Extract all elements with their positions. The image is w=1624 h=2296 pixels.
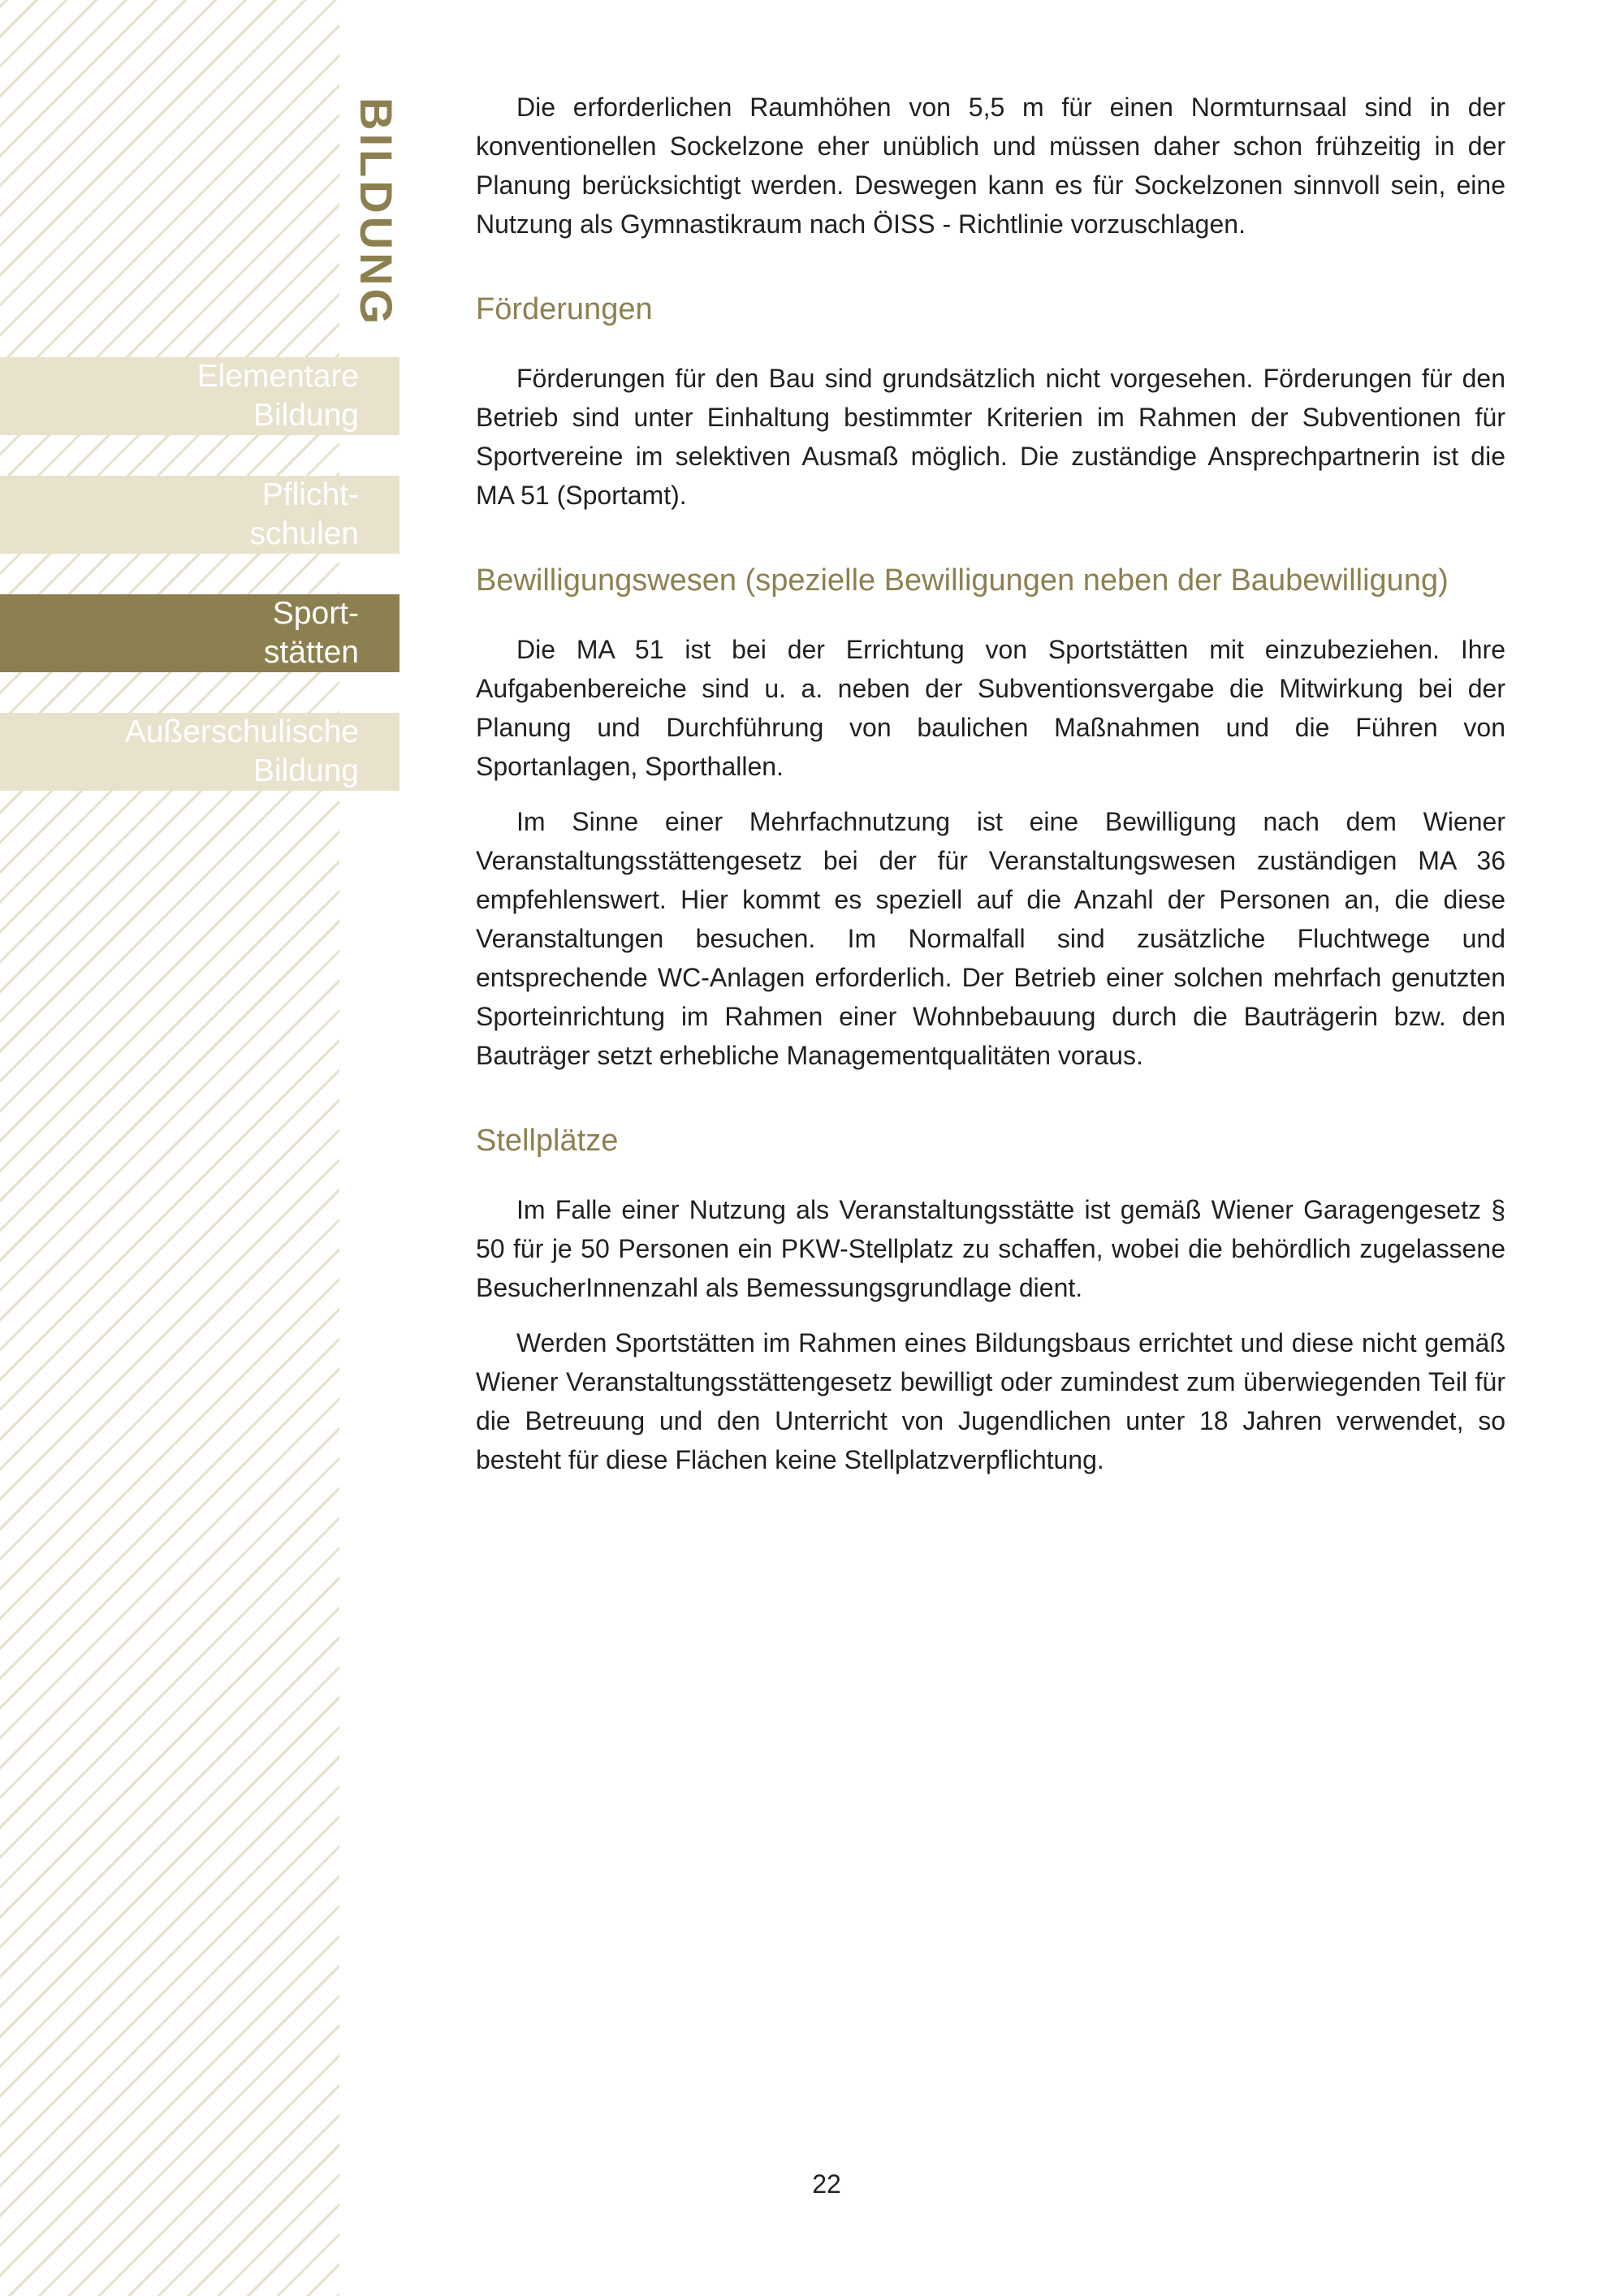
nav-item-pflichtschulen[interactable] [0, 476, 400, 554]
heading-stellplaetze: Stellplätze [476, 1124, 619, 1158]
nav-item-label: schulen [249, 516, 359, 551]
heading-foerderungen: Förderungen [476, 292, 653, 326]
paragraph-bewilligung-2: Im Sinne einer Mehrfachnutzung ist eine Bewilligung nach dem Wiener Veranstaltungsstättengesetz bei der für Veranstaltungswesen zuständigen MA 36 empfehlenswert. Hier kommt es speziell auf die Anzahl der Personen an, die diese Veranstaltungen besuchen. Im Normalfall sind zusätzliche Fluchtwege und entsprechende WC-Anlagen erforderlich. Der Betrieb einer solchen mehrfach genutzten Sporteinrichtung im Rahmen einer Wohnbebauung durch die Bauträgerin bzw. den Bauträger setzt erhebliche Managementqualitäten voraus. [476, 807, 1505, 1070]
page-number: 22 [812, 2169, 841, 2199]
paragraph-bewilligung-1: Die MA 51 ist bei der Errichtung von Sportstätten mit einzubeziehen. Ihre Aufgabenbereiche sind u. a. neben der Subventionsvergabe die Mitwirkung bei der Planung und Durchführung von baulichen Maßnahmen und die Führen von Sportanlagen, Sporthallen. [476, 635, 1505, 781]
heading-bewilligungswesen: Bewilligungswesen (spezielle Bewilligungen neben der Baubewilligung) [476, 563, 1449, 598]
nav-item-label: Bildung [253, 398, 359, 433]
intro-paragraph: Die erforderlichen Raumhöhen von 5,5 m für einen Normturnsaal sind in der konventionellen Sockelzone eher unüblich und müssen daher schon frühzeitig in der Planung berücksichtigt werden. Deswegen kann es für Sockelzonen sinnvoll sein, eine Nutzung als Gymnastikraum nach ÖISS - Richtlinie vorzuschlagen. [476, 93, 1505, 239]
paragraph-stellplaetze-2: Werden Sportstätten im Rahmen eines Bildungsbaus errichtet und diese nicht gemäß Wiener Veranstaltungsstättengesetz bewilligt oder zumindest zum überwiegenden Teil für die Betreuung und den Unterricht von Jugendlichen unter 18 Jahren verwendet, so besteht für diese Flächen keine Stellplatzverpflichtung. [476, 1328, 1505, 1474]
nav-item-label: Außerschulische [124, 714, 359, 749]
nav-item-label: stätten [263, 635, 359, 670]
nav-item-label: Elementare [197, 359, 359, 394]
nav-item-label: Sport- [272, 596, 359, 631]
nav-item-ausserschulische-bildung[interactable] [0, 713, 400, 791]
main-content [476, 88, 1505, 1495]
nav-item-elementare-bildung[interactable] [0, 357, 400, 435]
nav-item-sportstaetten[interactable] [0, 594, 400, 672]
nav-item-label: Pflicht- [261, 477, 359, 512]
paragraph-foerderungen: Förderungen für den Bau sind grundsätzlich nicht vorgesehen. Förderungen für den Betrieb sind unter Einhaltung bestimmter Kriterien im Rahmen der Subventionen für Sportvereine im selektiven Ausmaß möglich. Die zuständige Ansprechpartnerin ist die MA 51 (Sportamt). [476, 364, 1505, 510]
nav-item-label: Bildung [253, 753, 359, 788]
paragraph-stellplaetze-1: Im Falle einer Nutzung als Veranstaltungsstätte ist gemäß Wiener Garagengesetz § 50 für je 50 Personen ein PKW-Stellplatz zu schaffen, wobei die behördlich zugelassene BesucherInnenzahl als Bemessungsgrundlage dient. [476, 1195, 1505, 1302]
decorative-stripes [0, 0, 339, 2296]
section-title: BILDUNG [351, 97, 402, 328]
